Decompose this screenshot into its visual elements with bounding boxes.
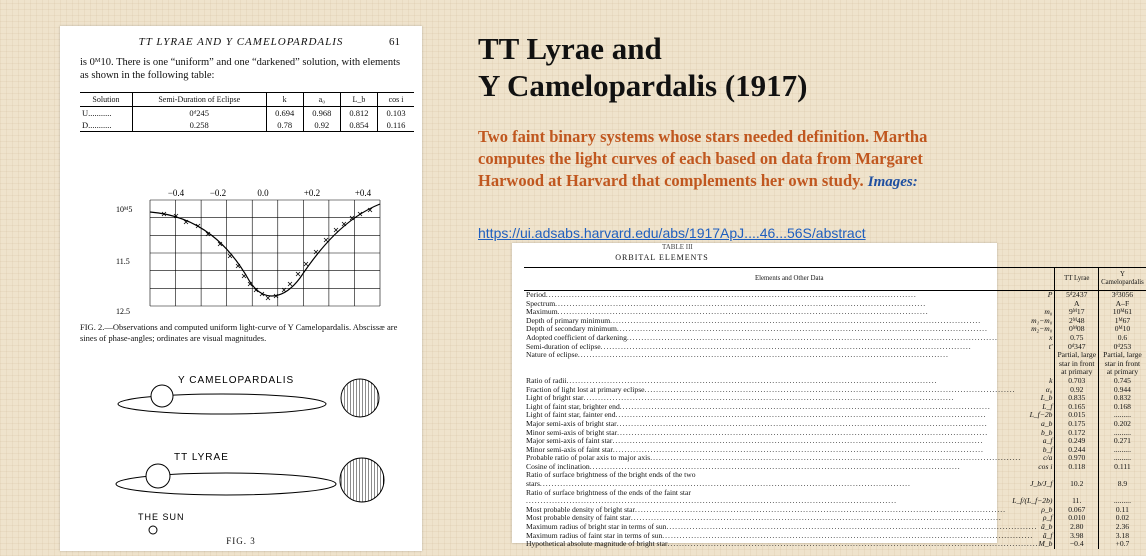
element-symbol: α₀ bbox=[1045, 384, 1053, 394]
solution-table bbox=[80, 92, 414, 132]
element-value-y-cam: +0.7 bbox=[1099, 540, 1146, 549]
elements-table-header: Y Camelopardalis bbox=[1099, 268, 1146, 291]
element-value-tt-lyrae: 0.118 bbox=[1055, 463, 1099, 472]
element-symbol: ā_b bbox=[1041, 522, 1053, 532]
solution-table-cell: 0.812 bbox=[340, 107, 377, 120]
element-label: Maximum radius of faint star in terms of sun bbox=[526, 530, 663, 540]
figure-2-caption: FIG. 2.—Observations and computed uniform light-curve of Y Camelopardalis. Abscissæ are sines of phase-angles; ordinates are visual magnitudes. bbox=[80, 322, 398, 343]
element-value-y-cam: 0.745 bbox=[1099, 377, 1146, 386]
element-label: Depth of primary minimum bbox=[526, 315, 611, 325]
left-journal-page bbox=[60, 26, 422, 551]
element-symbol: a_f bbox=[1042, 436, 1053, 446]
element-symbol: ρ_f bbox=[1042, 513, 1053, 523]
element-symbol: P bbox=[1047, 290, 1053, 299]
element-value-tt-lyrae: 5ᵈ2437 bbox=[1055, 291, 1099, 300]
element-symbol: J_b/J_f bbox=[1030, 479, 1053, 489]
element-symbol: ā_f bbox=[1042, 530, 1053, 540]
x-tick-label: 0.0 bbox=[257, 188, 269, 198]
observation-point bbox=[228, 254, 232, 258]
solution-table-cell: 0.854 bbox=[340, 119, 377, 132]
orbit-label-tt-lyr: TT LYRAE bbox=[174, 452, 229, 463]
observation-point bbox=[266, 296, 270, 300]
element-value-y-cam: 0.832 bbox=[1099, 394, 1146, 403]
element-value-tt-lyrae: 2.80 bbox=[1055, 523, 1099, 532]
solution-table-header: Semi-Duration of Eclipse bbox=[132, 93, 266, 107]
tt-lyr-small-star bbox=[146, 464, 170, 488]
element-value-y-cam: 0.944 bbox=[1099, 386, 1146, 395]
orbit-diagram-figure bbox=[80, 362, 410, 534]
tt-lyr-large-star bbox=[340, 458, 384, 502]
element-value-tt-lyrae: 0.175 bbox=[1055, 420, 1099, 429]
solution-table-cell: 0.116 bbox=[378, 119, 414, 132]
element-label: Hypothetical absolute magnitude of bright star bbox=[526, 539, 668, 549]
y-tick-label: 11.5 bbox=[116, 257, 130, 266]
element-symbol: M_b bbox=[1038, 539, 1053, 549]
element-value-y-cam: ......... bbox=[1099, 454, 1146, 463]
solution-table-cell: 0.78 bbox=[266, 119, 303, 132]
slide-title-line-2: Y Camelopardalis (1917) bbox=[478, 68, 808, 103]
element-value-y-cam: A–F bbox=[1099, 300, 1146, 309]
solution-table-row bbox=[80, 119, 414, 132]
images-label: Images bbox=[867, 174, 913, 190]
observation-point bbox=[314, 250, 318, 254]
ads-abstract-link[interactable]: https://ui.adsabs.harvard.edu/abs/1917ApJ....46...56S/abstract bbox=[478, 225, 866, 241]
element-symbol: m₀ bbox=[1044, 307, 1053, 317]
element-value-y-cam: at primary bbox=[1099, 368, 1146, 377]
element-label: stars bbox=[526, 479, 540, 489]
element-value-tt-lyrae: 11. bbox=[1055, 497, 1099, 506]
slide-title bbox=[478, 30, 808, 104]
element-symbol: t' bbox=[1048, 341, 1053, 351]
element-symbol: cos i bbox=[1038, 461, 1053, 471]
element-label: Light of bright star bbox=[526, 393, 584, 403]
intro-text: is 0ᴹ10. There is one “uniform” and one “darkened” solution, with elements as shown in the following table: bbox=[80, 57, 401, 81]
element-symbol: L_f−2b bbox=[1029, 410, 1053, 420]
element-value-y-cam: 0.11 bbox=[1099, 506, 1146, 515]
element-symbol: a_b bbox=[1041, 418, 1053, 428]
light-curve-figure bbox=[80, 186, 410, 318]
element-label: Light of faint star, brighter end bbox=[526, 401, 620, 411]
solution-table-cell: 0.92 bbox=[303, 119, 340, 132]
element-value-y-cam: 0.271 bbox=[1099, 437, 1146, 446]
images-colon: : bbox=[912, 174, 918, 190]
slide-description-text: Two faint binary systems whose stars needed definition. Martha computes the light curves of each based on data from Margaret Harwood at Harvard that complements her own study. bbox=[478, 127, 928, 190]
element-value-y-cam: 0.6 bbox=[1099, 334, 1146, 343]
element-value-tt-lyrae: star in front bbox=[1055, 360, 1099, 369]
element-value-tt-lyrae: −0.4 bbox=[1055, 540, 1099, 549]
element-value-tt-lyrae: 0.970 bbox=[1055, 454, 1099, 463]
elements-table-row bbox=[524, 540, 1146, 549]
element-value-tt-lyrae: 0ᴹ08 bbox=[1055, 325, 1099, 334]
element-label: Maximum bbox=[526, 307, 558, 317]
elements-table-row bbox=[524, 351, 1146, 360]
slide-title-line-1: TT Lyrae and bbox=[478, 31, 662, 66]
element-label: Probable ratio of polar axis to major axis bbox=[526, 453, 651, 463]
slide-description bbox=[478, 126, 968, 193]
y-tick-label: 10ᴹ5 bbox=[116, 205, 133, 214]
element-value-y-cam: 1ᴹ67 bbox=[1099, 317, 1146, 326]
element-label: Light of faint star, fainter end bbox=[526, 410, 616, 420]
element-value-tt-lyrae: 2ᴹ48 bbox=[1055, 317, 1099, 326]
solution-table-cell: 0.694 bbox=[266, 107, 303, 120]
element-value-tt-lyrae: 0ᵈ347 bbox=[1055, 343, 1099, 352]
orbital-elements-table bbox=[524, 267, 1146, 549]
element-label: Fraction of light lost at primary eclipse bbox=[526, 384, 645, 394]
element-value-tt-lyrae: 0.172 bbox=[1055, 429, 1099, 438]
element-label: Minor semi-axis of faint star bbox=[526, 444, 613, 454]
element-value-tt-lyrae: 10.2 bbox=[1055, 480, 1099, 489]
element-value-tt-lyrae: 0.015 bbox=[1055, 411, 1099, 420]
solution-table-cell: 0ᵈ245 bbox=[132, 107, 266, 120]
element-value-y-cam: 0ᵈ253 bbox=[1099, 343, 1146, 352]
solution-table-cell: 0.103 bbox=[378, 107, 414, 120]
solution-table-cell: U........... bbox=[82, 108, 112, 118]
y-tick-label: 12.5 bbox=[116, 307, 130, 316]
element-symbol: b_f bbox=[1042, 444, 1053, 454]
solution-table-header: L_b bbox=[340, 93, 377, 107]
page-number: 61 bbox=[389, 36, 400, 48]
element-symbol: c/a bbox=[1043, 453, 1053, 463]
x-tick-label: −0.4 bbox=[167, 188, 185, 198]
element-value-y-cam: 0.202 bbox=[1099, 420, 1146, 429]
y-cam-large-star bbox=[341, 379, 379, 417]
element-value-tt-lyrae: 0.244 bbox=[1055, 446, 1099, 455]
element-symbol: m₁−m₀ bbox=[1031, 315, 1053, 325]
element-value-y-cam: 3ᵈ3056 bbox=[1099, 291, 1146, 300]
page-header: TT LYRAE AND Y CAMELOPARDALIS bbox=[138, 36, 344, 48]
figure-3-caption: FIG. 3 bbox=[226, 536, 256, 546]
sun-circle bbox=[149, 526, 157, 534]
solution-table-header: Solution bbox=[80, 93, 132, 107]
element-value-y-cam: 3.18 bbox=[1099, 532, 1146, 541]
element-label-cell bbox=[524, 351, 1055, 360]
observation-point bbox=[334, 228, 338, 232]
element-value-tt-lyrae: 0.75 bbox=[1055, 334, 1099, 343]
element-label: Major semi-axis of faint star bbox=[526, 436, 613, 446]
element-symbol: ρ_b bbox=[1041, 504, 1053, 514]
observation-point bbox=[288, 282, 292, 286]
orbital-elements-heading: ORBITAL ELEMENTS bbox=[615, 253, 709, 262]
elements-table-header: Elements and Other Data bbox=[524, 268, 1055, 291]
element-value-tt-lyrae: at primary bbox=[1055, 368, 1099, 377]
element-symbol: b_b bbox=[1041, 427, 1053, 437]
element-value-y-cam: ......... bbox=[1099, 446, 1146, 455]
orbit-label-sun: THE SUN bbox=[138, 512, 185, 522]
table-label-cut: TABLE III bbox=[662, 243, 693, 251]
element-value-tt-lyrae: 0.067 bbox=[1055, 506, 1099, 515]
elements-table-row bbox=[524, 360, 1146, 369]
x-tick-label: +0.4 bbox=[354, 188, 372, 198]
solution-table-cell: 0.258 bbox=[132, 119, 266, 132]
element-symbol: m₂−m₀ bbox=[1031, 324, 1053, 334]
element-value-y-cam: 2.36 bbox=[1099, 523, 1146, 532]
observation-point bbox=[324, 238, 328, 242]
solution-table-header: cos i bbox=[378, 93, 414, 107]
element-label: Semi-duration of eclipse bbox=[526, 341, 601, 351]
element-value-tt-lyrae: Partial, large bbox=[1055, 351, 1099, 360]
element-value-tt-lyrae: 3.98 bbox=[1055, 532, 1099, 541]
element-value-tt-lyrae: 0.92 bbox=[1055, 386, 1099, 395]
element-symbol: x bbox=[1049, 332, 1053, 342]
element-label: Ratio of surface brightness of the bright ends of the two bbox=[526, 470, 696, 480]
element-value-tt-lyrae: A bbox=[1055, 300, 1099, 309]
element-label: Spectrum bbox=[526, 298, 556, 308]
element-value-tt-lyrae: 0.249 bbox=[1055, 437, 1099, 446]
element-value-tt-lyrae: 0.835 bbox=[1055, 394, 1099, 403]
solution-table-header: k bbox=[266, 93, 303, 107]
element-label: Maximum radius of bright star in terms of sun bbox=[526, 522, 667, 532]
element-value-y-cam: 10ᴹ61 bbox=[1099, 308, 1146, 317]
y-cam-small-star bbox=[151, 385, 173, 407]
element-label: Minor semi-axis of bright star bbox=[526, 427, 618, 437]
observation-point bbox=[242, 274, 246, 278]
element-label: Depth of secondary minimum bbox=[526, 324, 617, 334]
element-symbol: L_f/(L_f−2b) bbox=[1012, 496, 1053, 506]
element-value-y-cam: ......... bbox=[1099, 411, 1146, 420]
element-value-tt-lyrae: 0.010 bbox=[1055, 514, 1099, 523]
element-label: Ratio of radii bbox=[526, 375, 567, 385]
y-cam-orbit bbox=[118, 394, 326, 414]
element-label-cell bbox=[524, 540, 1055, 549]
solution-table-cell: 0.968 bbox=[303, 107, 340, 120]
element-value-y-cam: 0ᴹ10 bbox=[1099, 325, 1146, 334]
element-label: Cosine of inclination bbox=[526, 461, 590, 471]
element-value-tt-lyrae: 0.165 bbox=[1055, 403, 1099, 412]
elements-table-header: TT Lyrae bbox=[1055, 268, 1099, 291]
element-label: Most probable density of bright star bbox=[526, 504, 636, 514]
element-value-tt-lyrae: 9ᴹ17 bbox=[1055, 308, 1099, 317]
solution-table-row bbox=[80, 107, 414, 120]
orbit-label-y-cam: Y CAMELOPARDALIS bbox=[178, 375, 295, 386]
element-value-y-cam: 0.168 bbox=[1099, 403, 1146, 412]
right-journal-page bbox=[512, 243, 1144, 549]
observation-point bbox=[296, 272, 300, 276]
element-symbol: L_f bbox=[1042, 401, 1053, 411]
element-value-y-cam: 0.02 bbox=[1099, 514, 1146, 523]
element-value-tt-lyrae: 0.703 bbox=[1055, 377, 1099, 386]
element-value-y-cam: 0.111 bbox=[1099, 463, 1146, 472]
x-tick-label: +0.2 bbox=[303, 188, 321, 198]
element-label: Nature of eclipse bbox=[526, 350, 578, 360]
element-value-y-cam: star in front bbox=[1099, 360, 1146, 369]
x-tick-label: −0.2 bbox=[209, 188, 227, 198]
element-value-y-cam: 8.9 bbox=[1099, 480, 1146, 489]
element-value-y-cam: ......... bbox=[1099, 497, 1146, 506]
solution-table-cell: D........... bbox=[80, 119, 132, 132]
element-symbol: L_b bbox=[1040, 393, 1053, 403]
element-label: Major semi-axis of bright star bbox=[526, 418, 617, 428]
observation-point bbox=[304, 262, 308, 266]
solution-table-header: a₀ bbox=[303, 93, 340, 107]
element-label: Adopted coefficient of darkening bbox=[526, 332, 627, 342]
element-value-y-cam: ......... bbox=[1099, 429, 1146, 438]
element-label: Period bbox=[526, 290, 546, 299]
element-label: Ratio of surface brightness of the ends of the faint star bbox=[526, 487, 691, 497]
element-label: Most probable density of faint star bbox=[526, 513, 631, 523]
element-label-cell bbox=[524, 360, 1055, 369]
element-value-y-cam: Partial, large bbox=[1099, 351, 1146, 360]
element-symbol: k bbox=[1049, 375, 1053, 385]
